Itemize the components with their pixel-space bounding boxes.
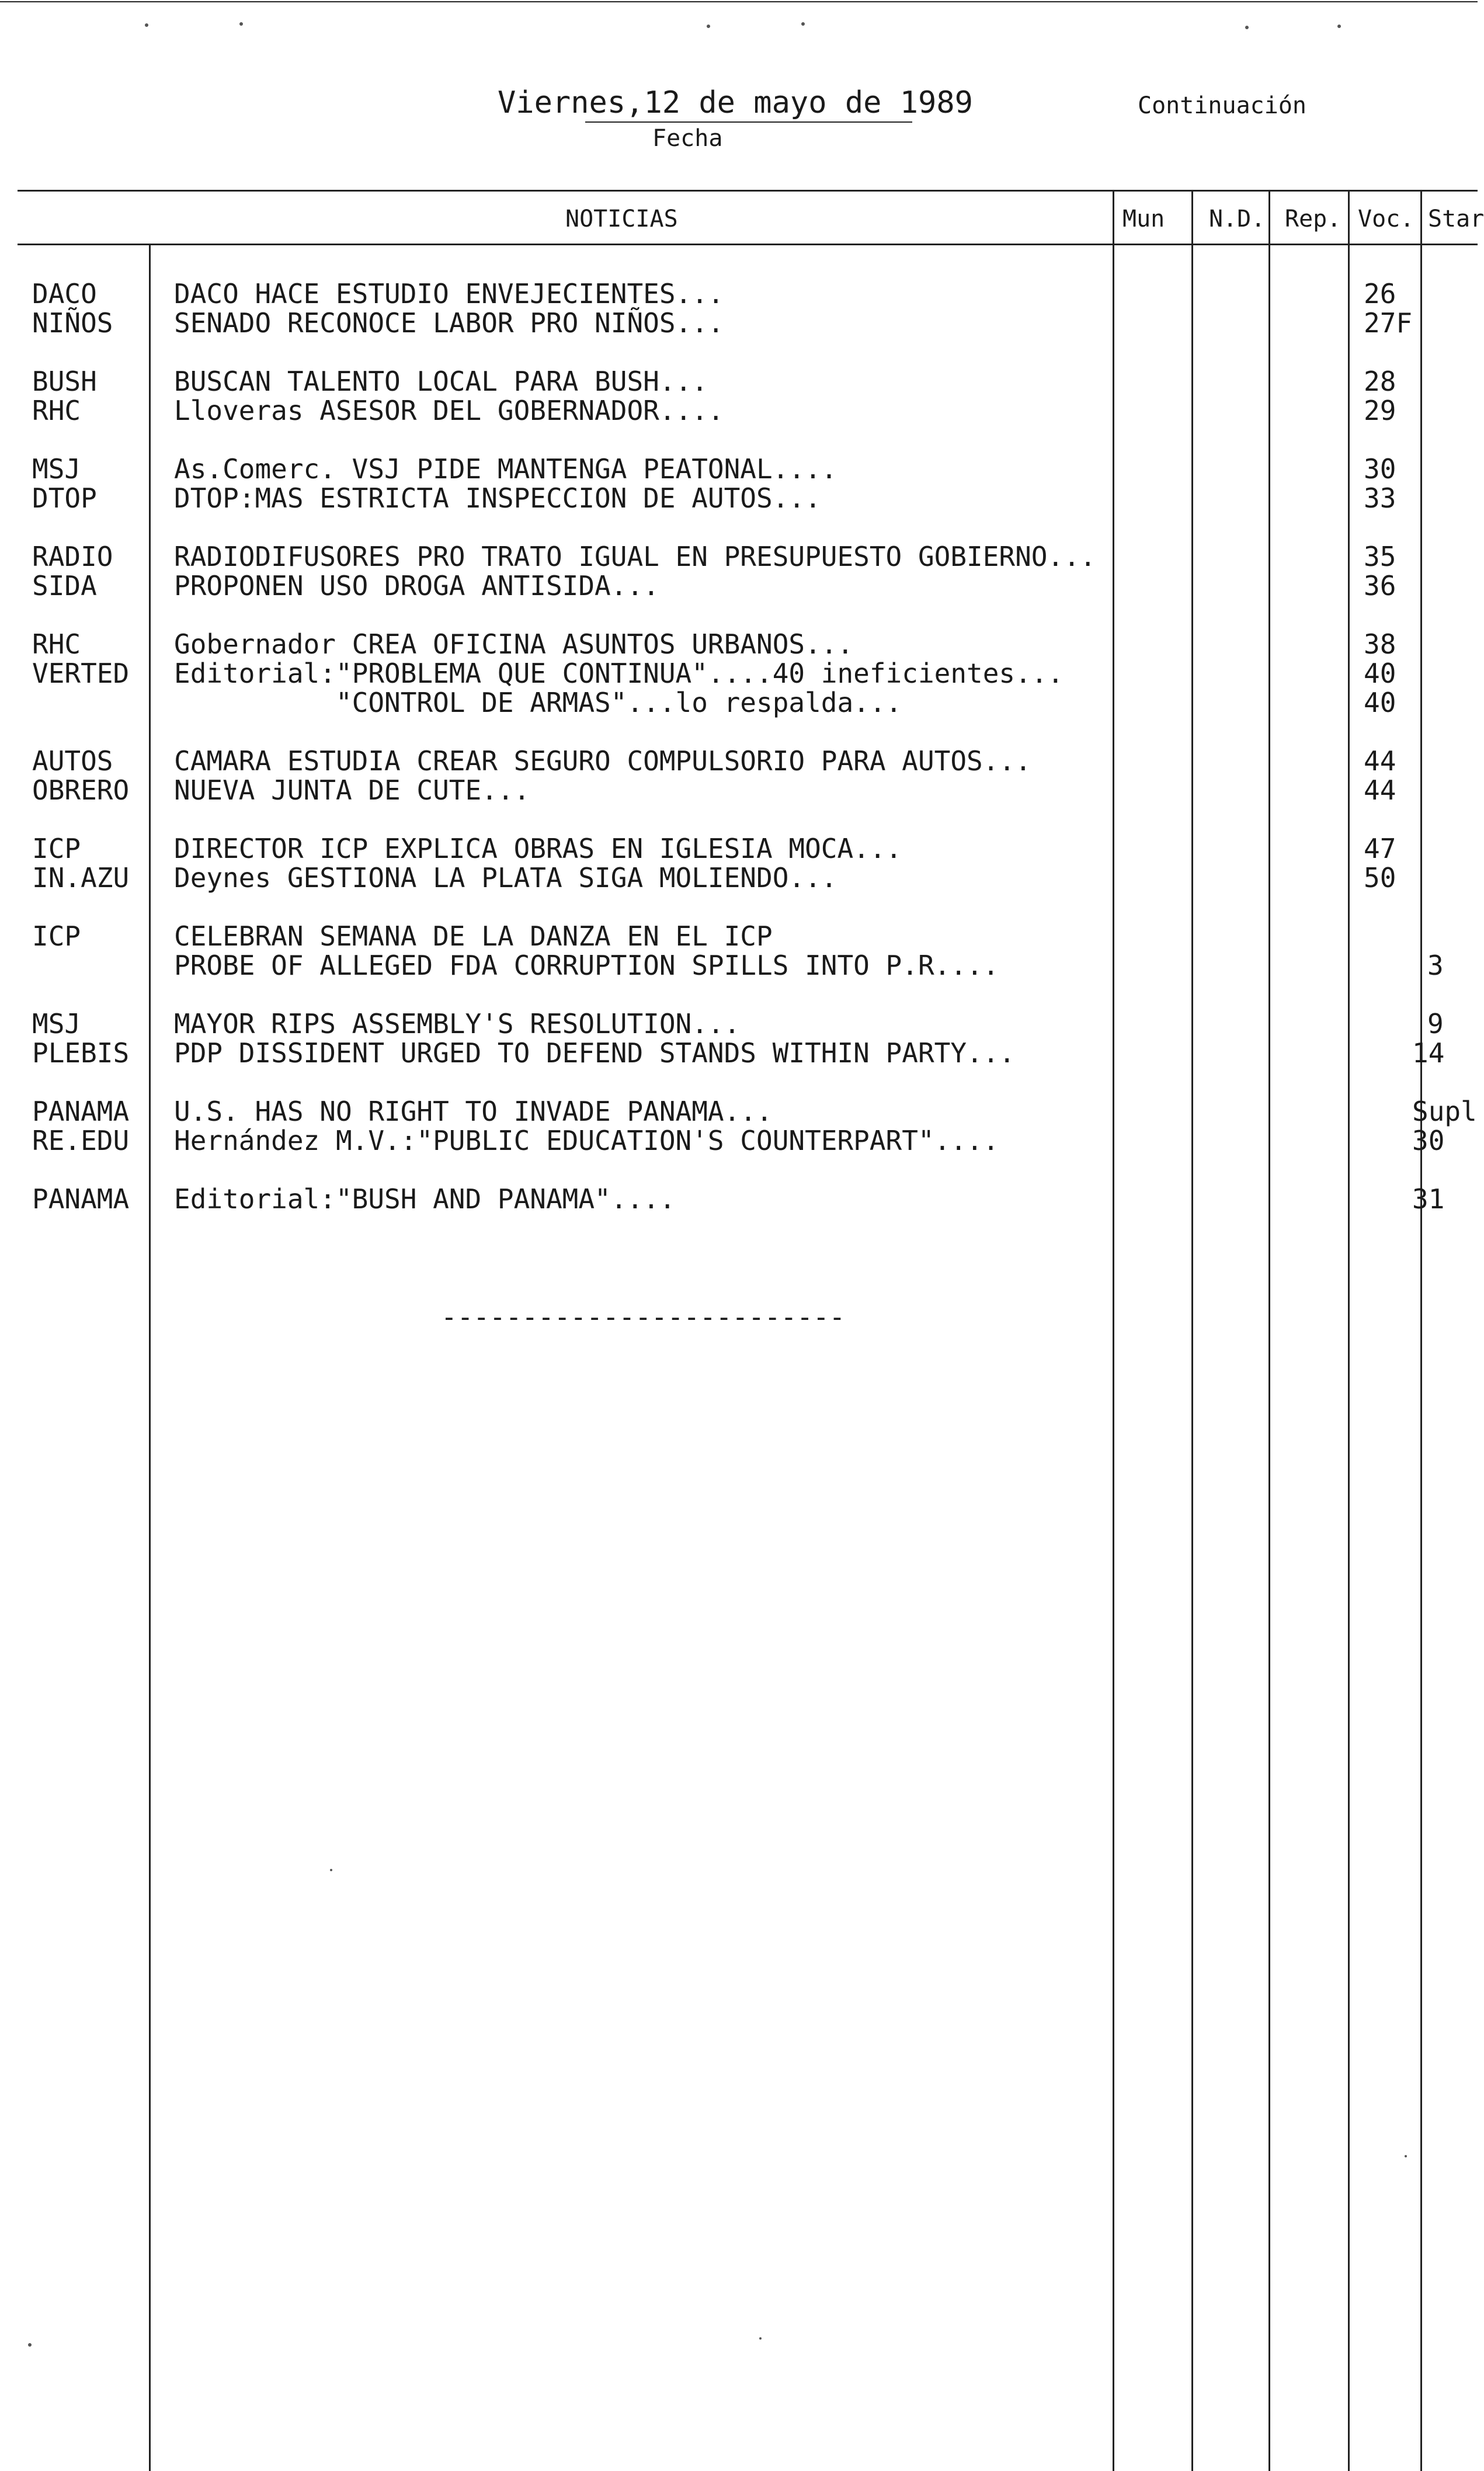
- row-code: RHC: [32, 395, 81, 426]
- row-voc: 47: [1364, 833, 1396, 864]
- column-divider: [1420, 190, 1422, 2471]
- row-code: ICP: [32, 833, 81, 864]
- row-star: 14: [1412, 1037, 1445, 1069]
- scan-speck: [330, 1869, 332, 1871]
- column-header-rep: Rep.: [1285, 206, 1341, 232]
- end-separator: -------------------------: [441, 1301, 846, 1333]
- report-date: Viernes,12 de mayo de 1989: [498, 85, 973, 120]
- row-headline: Editorial:"PROBLEMA QUE CONTINUA"....40 ineficientes...: [174, 658, 1064, 689]
- row-headline: As.Comerc. VSJ PIDE MANTENGA PEATONAL....: [174, 453, 837, 485]
- row-voc: 28: [1364, 366, 1396, 397]
- scan-mark: [145, 23, 148, 27]
- row-voc: 40: [1364, 658, 1396, 689]
- row-headline: DIRECTOR ICP EXPLICA OBRAS EN IGLESIA MOCA...: [174, 833, 902, 864]
- row-headline: MAYOR RIPS ASSEMBLY'S RESOLUTION...: [174, 1008, 741, 1040]
- row-code: NIÑOS: [32, 307, 113, 339]
- row-star: 30: [1412, 1125, 1445, 1156]
- row-headline: PDP DISSIDENT URGED TO DEFEND STANDS WITHIN PARTY...: [174, 1037, 1016, 1069]
- row-star: Supl: [1412, 1096, 1477, 1127]
- row-voc: 29: [1364, 395, 1396, 426]
- column-header-voc: Voc.: [1358, 206, 1415, 232]
- row-star: 31: [1412, 1183, 1445, 1215]
- row-headline: DACO HACE ESTUDIO ENVEJECIENTES...: [174, 278, 724, 310]
- row-voc: 44: [1364, 745, 1396, 777]
- scan-speck: [759, 2337, 762, 2340]
- scan-mark: [239, 22, 243, 26]
- table-top-rule: [18, 190, 1478, 192]
- row-headline: Lloveras ASESOR DEL GOBERNADOR....: [174, 395, 724, 426]
- scan-mark: [1245, 26, 1249, 29]
- row-code: DACO: [32, 278, 97, 310]
- row-star: 3: [1427, 950, 1444, 981]
- row-headline: PROBE OF ALLEGED FDA CORRUPTION SPILLS INTO P.R....: [174, 950, 999, 981]
- row-voc: 40: [1364, 687, 1396, 718]
- row-headline: "CONTROL DE ARMAS"...lo respalda...: [174, 687, 902, 718]
- column-divider: [1348, 190, 1350, 2471]
- row-code: IN.AZU: [32, 862, 130, 894]
- column-divider: [1191, 190, 1193, 2471]
- row-code: BUSH: [32, 366, 97, 397]
- row-code: OBRERO: [32, 774, 130, 806]
- row-voc: 44: [1364, 774, 1396, 806]
- row-voc: 35: [1364, 541, 1396, 572]
- row-headline: CAMARA ESTUDIA CREAR SEGURO COMPULSORIO PARA AUTOS...: [174, 745, 1031, 777]
- row-code: AUTOS: [32, 745, 113, 777]
- row-voc: 33: [1364, 482, 1396, 514]
- row-headline: RADIODIFUSORES PRO TRATO IGUAL EN PRESUPUESTO GOBIERNO...: [174, 541, 1096, 572]
- row-headline: Hernández M.V.:"PUBLIC EDUCATION'S COUNTERPART"....: [174, 1125, 999, 1156]
- column-divider: [1113, 190, 1114, 2471]
- column-header-mun: Mun: [1122, 206, 1165, 232]
- table-header-rule: [18, 244, 1478, 245]
- row-code: PANAMA: [32, 1096, 130, 1127]
- row-code: PANAMA: [32, 1183, 130, 1215]
- column-header-noticias: NOTICIAS: [565, 206, 678, 232]
- row-code: RADIO: [32, 541, 113, 572]
- row-star: 9: [1427, 1008, 1444, 1040]
- column-header-star: Star: [1428, 206, 1484, 232]
- scan-mark: [707, 25, 710, 28]
- row-headline: NUEVA JUNTA DE CUTE...: [174, 774, 530, 806]
- column-header-nd: N.D.: [1209, 206, 1266, 232]
- row-code: RHC: [32, 628, 81, 660]
- column-divider: [1268, 190, 1270, 2471]
- continuation-label: Continuación: [1138, 92, 1306, 119]
- row-voc: 38: [1364, 628, 1396, 660]
- scan-mark: [1337, 25, 1341, 28]
- row-voc: 26: [1364, 278, 1396, 310]
- date-caption: Fecha: [652, 125, 723, 152]
- row-headline: U.S. HAS NO RIGHT TO INVADE PANAMA...: [174, 1096, 773, 1127]
- row-code: DTOP: [32, 482, 97, 514]
- row-headline: DTOP:MAS ESTRICTA INSPECCION DE AUTOS...: [174, 482, 821, 514]
- scan-speck: [28, 2343, 32, 2347]
- row-headline: BUSCAN TALENTO LOCAL PARA BUSH...: [174, 366, 708, 397]
- row-headline: Deynes GESTIONA LA PLATA SIGA MOLIENDO...: [174, 862, 837, 894]
- date-underline: [585, 121, 912, 123]
- top-edge-line: [0, 1, 1478, 2]
- row-voc: 27F: [1364, 307, 1413, 339]
- row-headline: Gobernador CREA OFICINA ASUNTOS URBANOS...: [174, 628, 854, 660]
- row-voc: 30: [1364, 453, 1396, 485]
- row-voc: 50: [1364, 862, 1396, 894]
- row-headline: PROPONEN USO DROGA ANTISIDA...: [174, 570, 659, 602]
- row-code: MSJ: [32, 453, 81, 485]
- scan-speck: [1405, 2155, 1407, 2157]
- row-code: MSJ: [32, 1008, 81, 1040]
- row-code: ICP: [32, 920, 81, 952]
- row-headline: CELEBRAN SEMANA DE LA DANZA EN EL ICP: [174, 920, 773, 952]
- row-headline: Editorial:"BUSH AND PANAMA"....: [174, 1183, 676, 1215]
- row-code: SIDA: [32, 570, 97, 602]
- row-code: RE.EDU: [32, 1125, 130, 1156]
- row-voc: 36: [1364, 570, 1396, 602]
- row-code: VERTED: [32, 658, 130, 689]
- row-headline: SENADO RECONOCE LABOR PRO NIÑOS...: [174, 307, 724, 339]
- row-code: PLEBIS: [32, 1037, 130, 1069]
- scan-mark: [801, 22, 805, 26]
- column-divider: [149, 245, 151, 2471]
